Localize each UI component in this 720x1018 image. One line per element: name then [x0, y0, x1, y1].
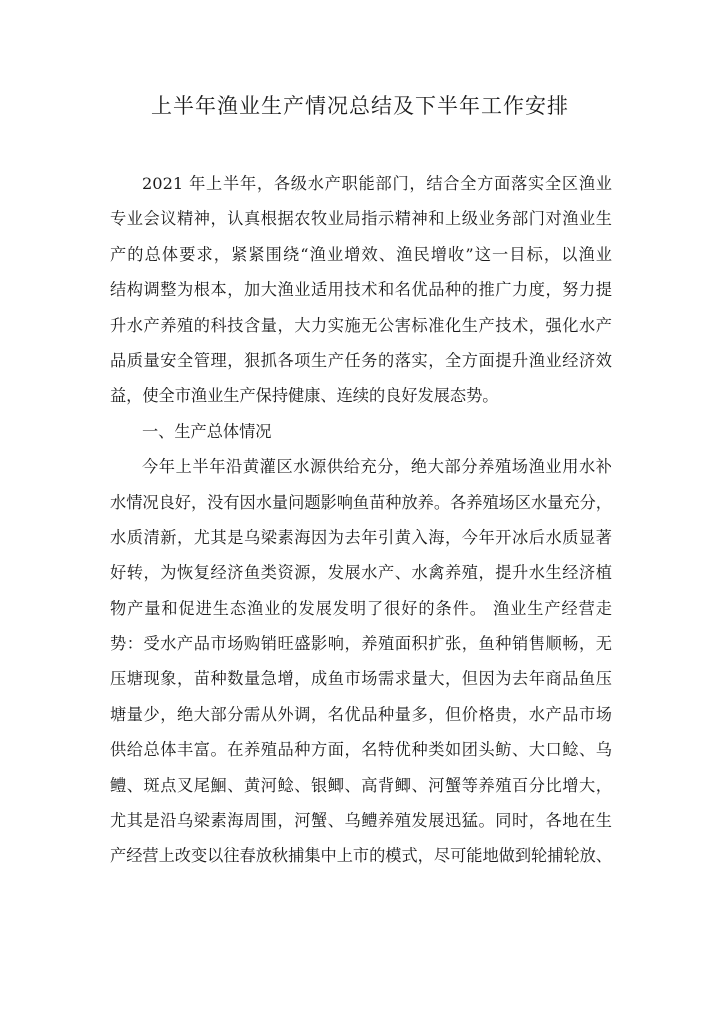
document-title: 上半年渔业生产情况总结及下半年工作安排 — [151, 94, 569, 118]
text-line: 塘量少，绝大部分需从外调，名优品种量多，但价格贵，水产品市场 — [110, 704, 612, 724]
text-line: 压塘现象，苗种数量急增，成鱼市场需求量大，但因为去年商品鱼压 — [110, 669, 612, 689]
text-line: 供给总体丰富。在养殖品种方面，名特优种类如团头鲂、大口鲶、乌 — [110, 740, 612, 760]
text-line: 产的总体要求，紧紧围绕“渔业增效、渔民增收”这一目标，以渔业 — [110, 244, 612, 264]
text-line: 结构调整为根本，加大渔业适用技术和名优品种的推广力度，努力提 — [110, 280, 612, 300]
text-line: 专业会议精神，认真根据农牧业局指示精神和上级业务部门对渔业生 — [110, 209, 612, 229]
text-line: 物产量和促进生态渔业的发展发明了很好的条件。 渔业生产经营走 — [110, 598, 612, 618]
text-line: 鳢、斑点叉尾鮰、黄河鲶、银鲫、高背鲫、河蟹等养殖百分比增大， — [110, 775, 612, 795]
text-line: 尤其是沿乌梁素海周围，河蟹、乌鳢养殖发展迅猛。同时，各地在生 — [110, 811, 612, 831]
text-line: 2021 年上半年，各级水产职能部门，结合全方面落实全区渔业 — [142, 174, 612, 193]
text-line: 升水产养殖的科技含量，大力实施无公害标准化生产技术，强化水产 — [110, 315, 612, 335]
text-line: 好转，为恢复经济鱼类资源，发展水产、水禽养殖，提升水生经济植 — [110, 563, 612, 583]
text-line: 今年上半年沿黄灌区水源供给充分，绝大部分养殖场渔业用水补 — [142, 457, 612, 477]
text-line: 水质清新，尤其是乌梁素海因为去年引黄入海，今年开冰后水质显著 — [110, 527, 612, 547]
text-line: 品质量安全管理，狠抓各项生产任务的落实，全方面提升渔业经济效 — [110, 350, 612, 370]
text-line: 益，使全市渔业生产保持健康、连续的良好发展态势。 — [110, 386, 499, 406]
text-line: 水情况良好，没有因水量问题影响鱼苗种放养。各养殖场区水量充分， — [110, 492, 612, 512]
section-heading: 一、生产总体情况 — [142, 421, 272, 441]
text-line: 势：受水产品市场购销旺盛影响，养殖面积扩张，鱼种销售顺畅，无 — [110, 634, 612, 654]
text-line: 产经营上改变以往春放秋捕集中上市的模式，尽可能地做到轮捕轮放、 — [110, 846, 612, 866]
document-body — [110, 166, 612, 874]
